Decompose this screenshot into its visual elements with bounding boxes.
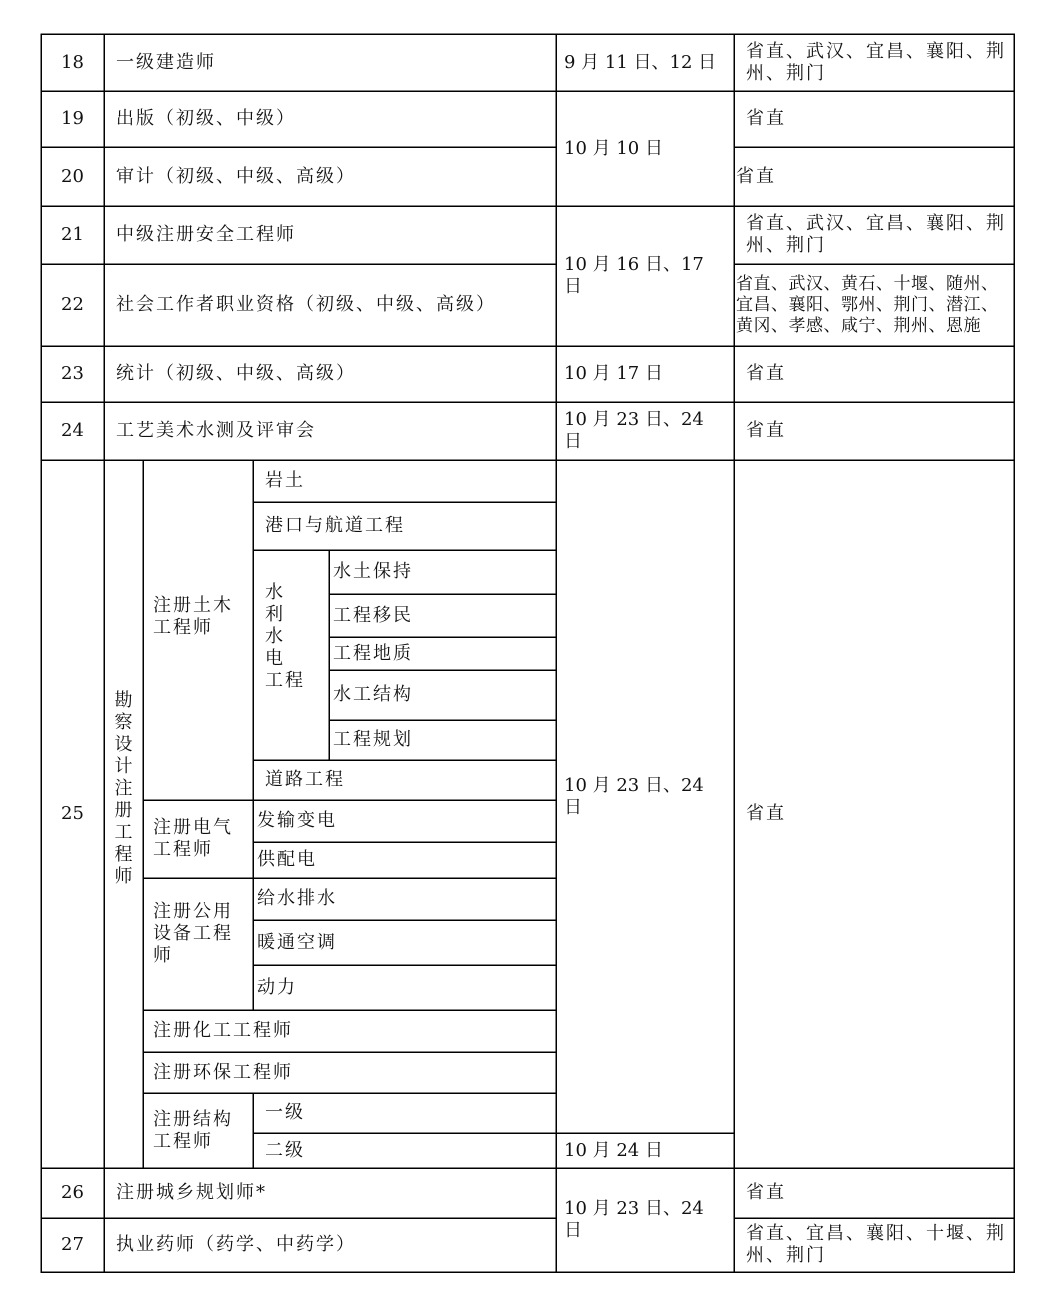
row-20-name: 审计（初级、中级、高级） bbox=[116, 165, 356, 187]
sub-e2: 供配电 bbox=[257, 849, 317, 870]
sub-wsl-1: 水土保持 bbox=[333, 561, 413, 582]
utility-engineer-label: 注册公用 设备工程 师 bbox=[153, 901, 233, 966]
row-18-name: 一级建造师 bbox=[116, 51, 216, 73]
row-18-date: 9 月 11 日、12 日 bbox=[564, 51, 717, 73]
sub-s1: 一级 bbox=[265, 1102, 305, 1123]
row-22-location: 省直、武汉、黄石、十堰、随州、 宜昌、襄阳、鄂州、荆门、潜江、 黄冈、孝感、咸宁、荆州、恩施 bbox=[736, 273, 999, 336]
sub-gangkou: 港口与航道工程 bbox=[265, 515, 405, 536]
row-27-number: 27 bbox=[61, 1234, 84, 1255]
sub-u3: 动力 bbox=[257, 976, 297, 998]
row-19-location: 省直 bbox=[746, 108, 786, 129]
row-23-date: 10 月 17 日 bbox=[564, 363, 663, 384]
row-27-name: 执业药师（药学、中药学） bbox=[116, 1234, 356, 1255]
rows-21-22-date: 10 月 16 日、17 日 bbox=[564, 254, 704, 297]
civil-engineer-label: 注册土木 工程师 bbox=[153, 595, 233, 638]
row-18-number: 18 bbox=[61, 51, 84, 73]
row-22-name: 社会工作者职业资格（初级、中级、高级） bbox=[116, 294, 496, 315]
sub-wsl-4: 水工结构 bbox=[333, 684, 413, 705]
row-25-date-structural-2: 10 月 24 日 bbox=[564, 1139, 663, 1161]
row-26-name: 注册城乡规划师* bbox=[116, 1182, 267, 1203]
structural-engineer-label: 注册结构 工程师 bbox=[153, 1108, 233, 1152]
row-23-number: 23 bbox=[61, 363, 84, 384]
row-20-location: 省直 bbox=[736, 165, 776, 187]
row-19-name: 出版（初级、中级） bbox=[116, 108, 296, 129]
row-25-location: 省直 bbox=[746, 803, 786, 824]
row-22-number: 22 bbox=[61, 294, 84, 315]
sub-s2: 二级 bbox=[265, 1139, 305, 1161]
row-24-name: 工艺美术水测及评审会 bbox=[116, 420, 316, 441]
sub-yantu: 岩土 bbox=[265, 470, 305, 491]
row-19-number: 19 bbox=[61, 108, 84, 129]
rows-19-20-date: 10 月 10 日 bbox=[564, 137, 663, 159]
sub-shuili-label: 水 利 水 电 工程 bbox=[265, 582, 305, 691]
electrical-engineer-label: 注册电气 工程师 bbox=[153, 817, 233, 860]
row-20-number: 20 bbox=[61, 165, 84, 187]
row-24-location: 省直 bbox=[746, 420, 786, 441]
row-25-group-vertical-label: 勘 察 设 计 注 册 工 程 师 bbox=[114, 690, 133, 887]
row-23-name: 统计（初级、中级、高级） bbox=[116, 363, 356, 384]
sub-wsl-2: 工程移民 bbox=[333, 604, 413, 626]
row-27-location: 省直、宜昌、襄阳、十堰、荆 州、荆门 bbox=[746, 1223, 1006, 1266]
row-25-date-main: 10 月 23 日、24 日 bbox=[564, 774, 704, 818]
sub-daolu: 道路工程 bbox=[265, 769, 345, 790]
row-26-number: 26 bbox=[61, 1182, 84, 1203]
sub-e1: 发输变电 bbox=[257, 810, 337, 831]
row-24-date: 10 月 23 日、24 日 bbox=[564, 409, 704, 452]
sub-wsl-5: 工程规划 bbox=[333, 729, 413, 750]
row-21-number: 21 bbox=[61, 224, 84, 245]
sub-u2: 暖通空调 bbox=[257, 931, 337, 953]
row-18-location: 省直、武汉、宜昌、襄阳、荆 州、荆门 bbox=[746, 40, 1006, 84]
sub-u1: 给水排水 bbox=[257, 888, 337, 909]
chemical-engineer-label: 注册化工工程师 bbox=[153, 1020, 293, 1041]
row-23-location: 省直 bbox=[746, 363, 786, 384]
row-24-number: 24 bbox=[61, 420, 84, 441]
row-25-number: 25 bbox=[61, 803, 84, 824]
row-26-location: 省直 bbox=[746, 1182, 786, 1203]
sub-wsl-3: 工程地质 bbox=[333, 642, 413, 664]
row-21-name: 中级注册安全工程师 bbox=[116, 224, 296, 245]
row-21-location: 省直、武汉、宜昌、襄阳、荆 州、荆门 bbox=[746, 213, 1006, 256]
environmental-engineer-label: 注册环保工程师 bbox=[153, 1061, 293, 1083]
rows-26-27-date: 10 月 23 日、24 日 bbox=[564, 1198, 704, 1241]
